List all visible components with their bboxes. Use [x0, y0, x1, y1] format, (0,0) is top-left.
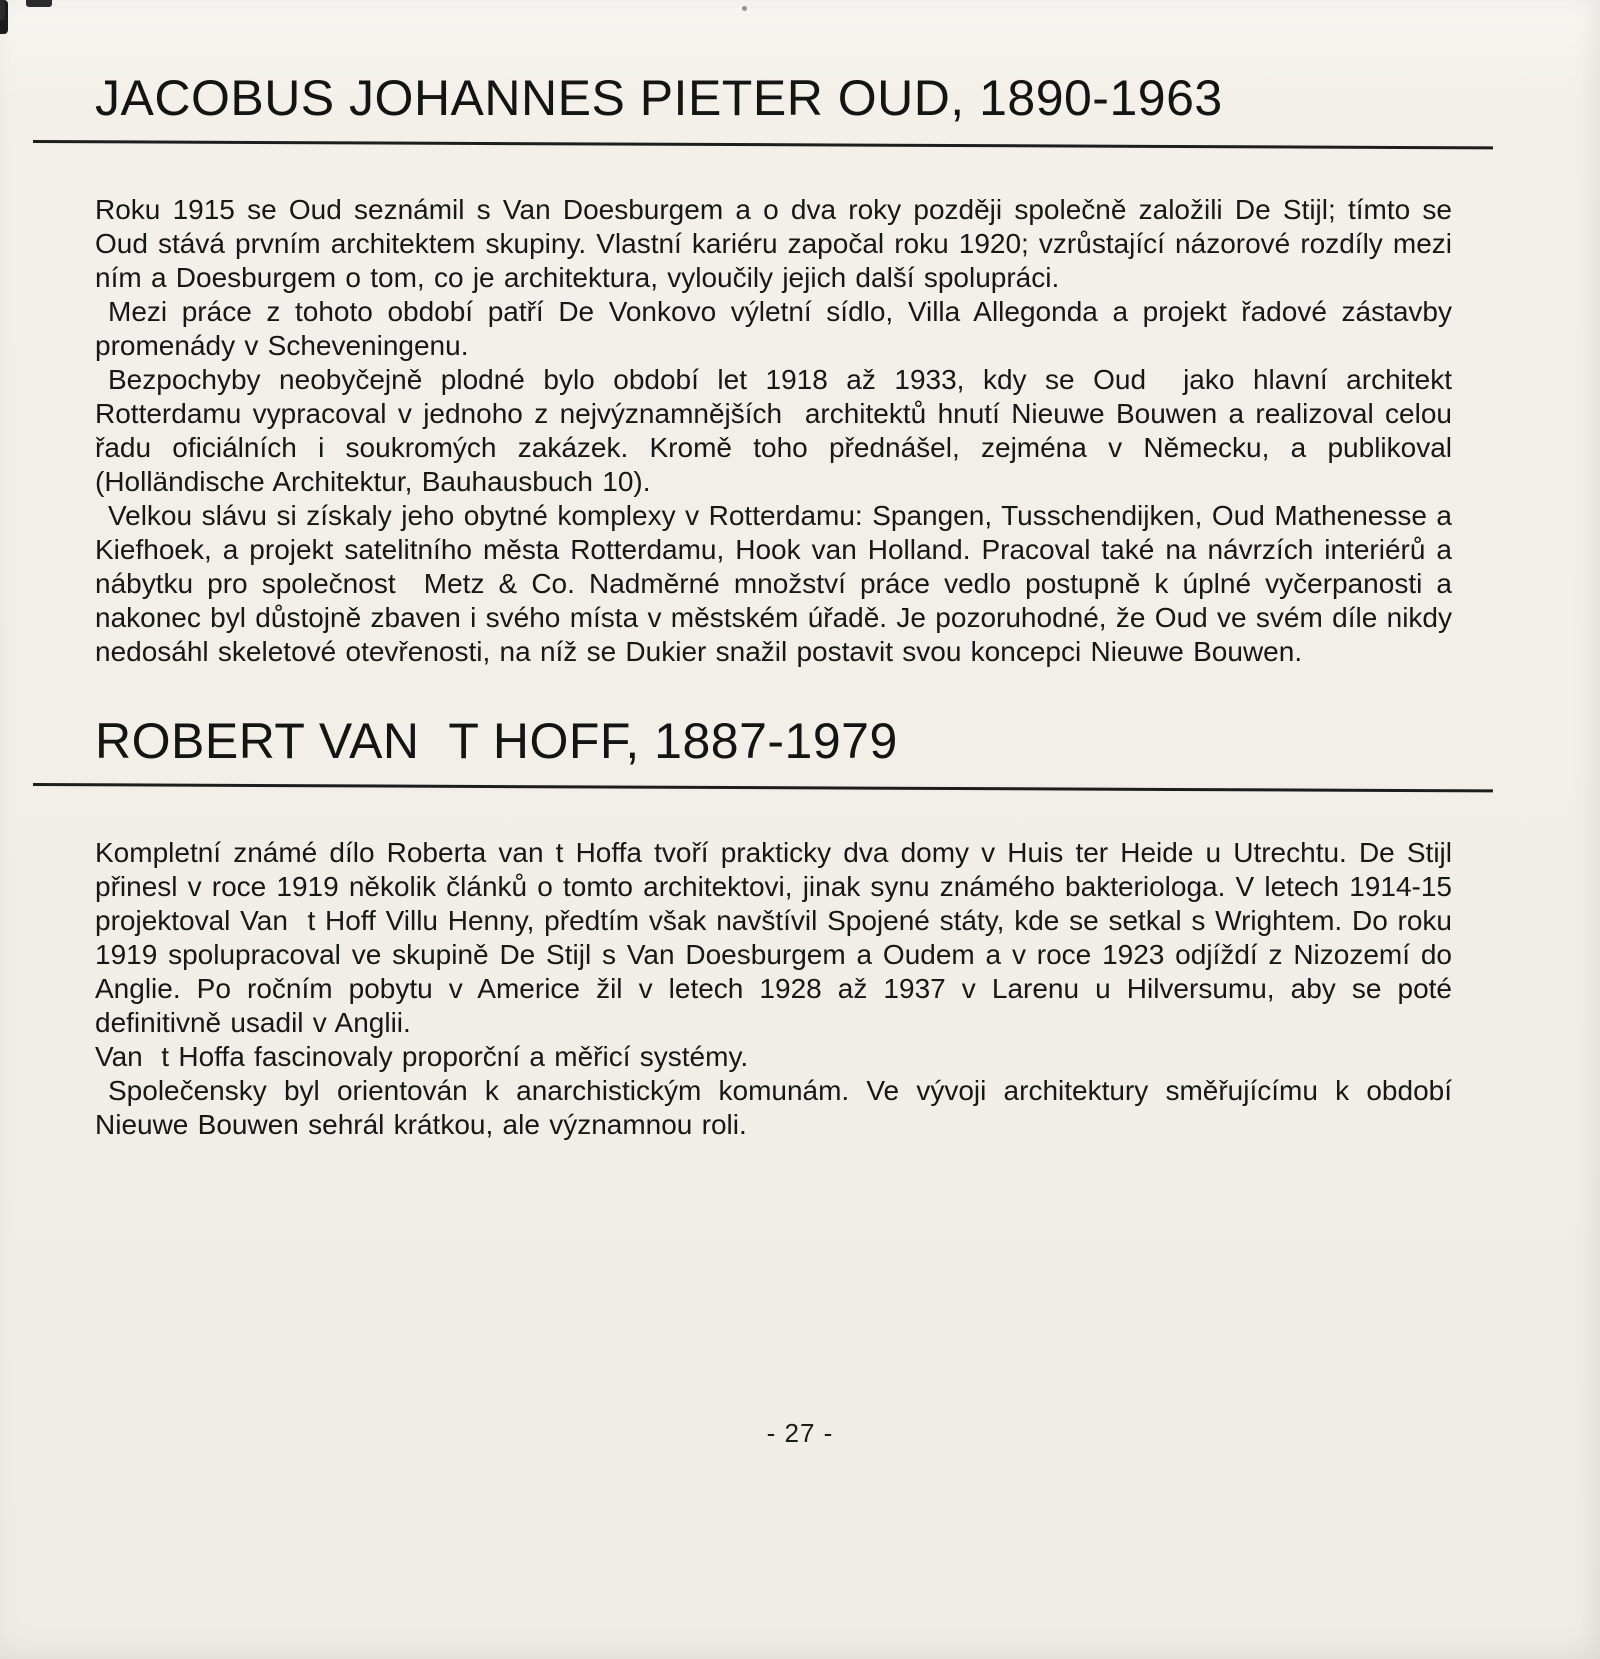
scan-artifact — [0, 0, 5, 20]
section-heading-van-t-hoff: ROBERT VAN T HOFF, 1887-1979 — [95, 713, 898, 769]
section-heading-oud: JACOBUS JOHANNES PIETER OUD, 1890-1963 — [95, 70, 1223, 126]
section-body — [95, 836, 1452, 1142]
scan-artifact — [26, 0, 52, 7]
paragraph: Mezi práce z tohoto období patří De Vonkovo výletní sídlo, Villa Allegonda a projekt řadové zástavby promenády v Scheveningenu. — [95, 296, 1452, 361]
section-body — [95, 193, 1452, 669]
scan-artifact — [742, 6, 747, 11]
paragraph: Van t Hoffa fascinovaly proporční a měřicí systémy. — [95, 1041, 749, 1072]
section-oud — [95, 70, 1452, 669]
paragraph: Roku 1915 se Oud seznámil s Van Doesburgem a o dva roky později společně založili De Stijl; tímto se Oud stává prvním architektem skupiny. Vlastní kariéru započal roku 1920; vzrůstající názorové rozdíly mezi ním a Doesburgem o tom, co je architektura, vyloučily jejich další spolupráci. — [95, 194, 1452, 293]
heading-rule — [33, 783, 1493, 792]
paragraph: Kompletní známé dílo Roberta van t Hoffa tvoří prakticky dva domy v Huis ter Heide u Utrechtu. De Stijl přinesl v roce 1919 několik článků o tomto architektovi, jinak synu známého bakteriologa. V letech 1914-15 projektoval Van t Hoff Villu Henny, předtím však navštívil Spojené státy, kde se setkal s Wrightem. Do roku 1919 spolupracoval ve skupině De Stijl s Van Doesburgem a Oudem a v roce 1923 odjíždí z Nizozemí do Anglie. Po ročním pobytu v Americe žil v letech 1928 až 1937 v Larenu u Hilversumu, aby se poté definitivně usadil v Anglii. — [95, 837, 1452, 1038]
heading-rule — [33, 140, 1493, 149]
paragraph: Velkou slávu si získaly jeho obytné komplexy v Rotterdamu: Spangen, Tusschendijken, Oud Mathenesse a Kiefhoek, a projekt satelitního města Rotterdamu, Hook van Holland. Pracoval také na návrzích interiérů a nábytku pro společnost Metz & Co. Nadměrné množství práce vedlo postupně k úplné vyčerpanosti a nakonec byl důstojně zbaven i svého místa v městském úřadě. Je pozoruhodné, že Oud ve svém díle nikdy nedosáhl skeletové otevřenosti, na níž se Dukier snažil postavit svou koncepci Nieuwe Bouwen. — [95, 500, 1452, 667]
page-number: - 27 - — [766, 1418, 834, 1448]
page-content — [95, 70, 1452, 1142]
section-van-t-hoff — [95, 713, 1452, 1142]
paragraph: Bezpochyby neobyčejně plodné bylo období let 1918 až 1933, kdy se Oud jako hlavní architekt Rotterdamu vypracoval v jednoho z nejvýznamnějších architektů hnutí Nieuwe Bouwen a realizoval celou řadu oficiálních i soukromých zakázek. Kromě toho přednášel, zejména v Německu, a publikoval (Holländische Architektur, Bauhausbuch 10). — [95, 364, 1452, 497]
paragraph: Společensky byl orientován k anarchistickým komunám. Ve vývoji architektury směřujícímu k období Nieuwe Bouwen sehrál krátkou, ale významnou roli. — [95, 1075, 1452, 1140]
